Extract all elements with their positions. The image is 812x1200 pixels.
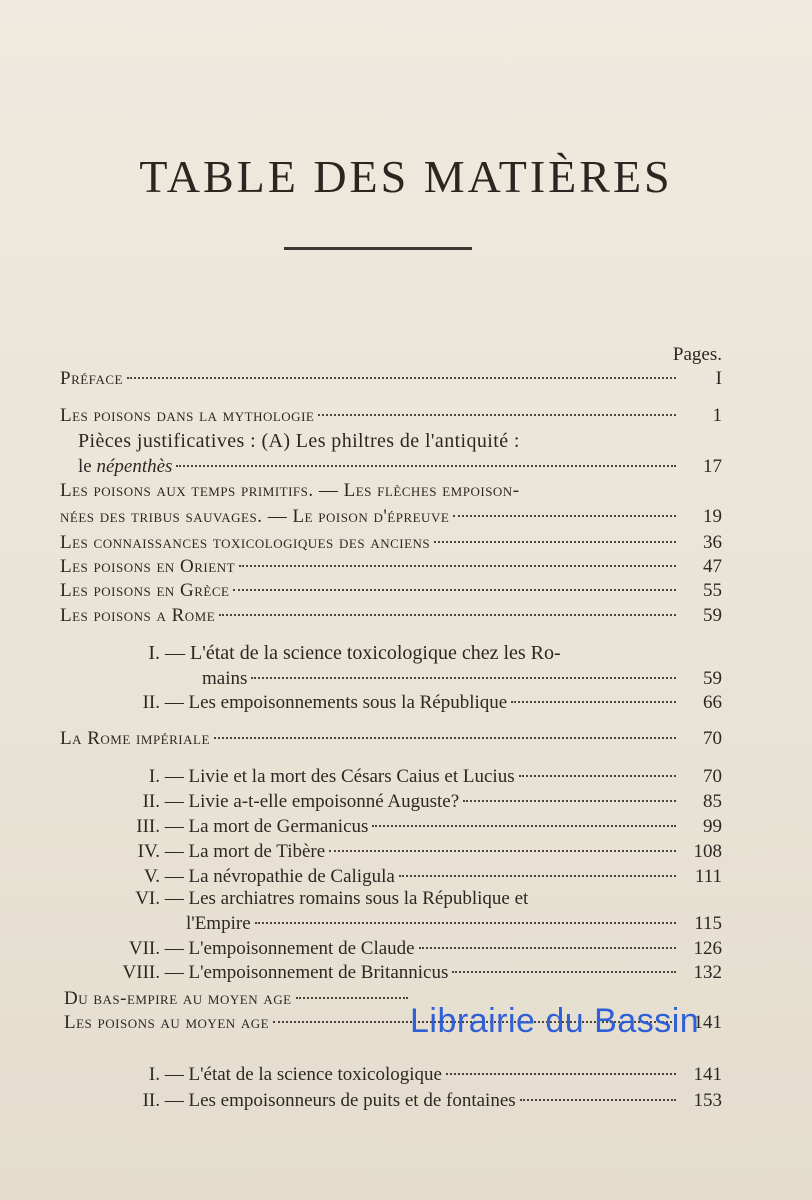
toc-entry: Les poisons au moyen age 141 — [64, 1012, 722, 1033]
toc-subentry: II. — Livie a-t-elle empoisonné Auguste? 85 — [142, 791, 722, 812]
toc-entry: Les poisons dans la mythologie 1 — [60, 405, 722, 426]
toc-entry-line: Les poisons aux temps primitifs. — Les flèches empoison- — [60, 480, 520, 501]
toc-subentry: II. — Les empoisonnements sous la République 66 — [142, 692, 722, 713]
toc-subentry: V. — La névropathie de Caligula 111 — [143, 866, 722, 887]
toc-entry: La Rome impériale 70 — [60, 728, 722, 749]
watermark-logo: Librairie du Bassin — [410, 1002, 700, 1040]
toc-entry-line: Pièces justificatives : (A) Les philtres de l'antiquité : — [78, 430, 520, 452]
toc-entry: nées des tribus sauvages. — Le poison d'épreuve 19 — [60, 506, 722, 527]
toc-subentry: III. — La mort de Germanicus 99 — [136, 816, 722, 837]
toc-subentry: VIII. — L'empoisonnement de Britannicus 132 — [122, 962, 722, 983]
toc-entry: Les poisons a Rome 59 — [60, 605, 722, 626]
toc-subentry: mains 59 — [202, 668, 722, 689]
toc-entry: Les connaissances toxicologiques des anciens 36 — [60, 532, 722, 553]
toc-subentry-line: I. — L'état de la science toxicologique chez les Ro- — [148, 642, 561, 664]
toc-subentry-line: VI. — Les archiatres romains sous la République et — [135, 888, 529, 909]
toc-entry: Préface I — [60, 368, 722, 389]
toc-entry: Les poisons en Orient 47 — [60, 556, 722, 577]
toc-subentry: IV. — La mort de Tibère 108 — [137, 841, 722, 862]
toc-subentry: VII. — L'empoisonnement de Claude 126 — [128, 938, 722, 959]
toc-subentry: II. — Les empoisonneurs de puits et de fontaines 153 — [142, 1090, 722, 1111]
page-title: TABLE DES MATIÈRES — [139, 151, 673, 202]
toc-subentry: l'Empire 115 — [186, 913, 722, 934]
toc-subentry: I. — Livie et la mort des Césars Caius et Lucius 70 — [148, 766, 722, 787]
toc-entry: Les poisons en Grèce 55 — [60, 580, 722, 601]
toc-subentry: I. — L'état de la science toxicologique 141 — [148, 1064, 722, 1085]
title-rule — [284, 247, 472, 250]
toc-entry: Du bas-empire au moyen age — [64, 988, 412, 1010]
pages-column-label: Pages. — [672, 344, 722, 365]
toc-entry: le népenthès 17 — [78, 456, 722, 477]
